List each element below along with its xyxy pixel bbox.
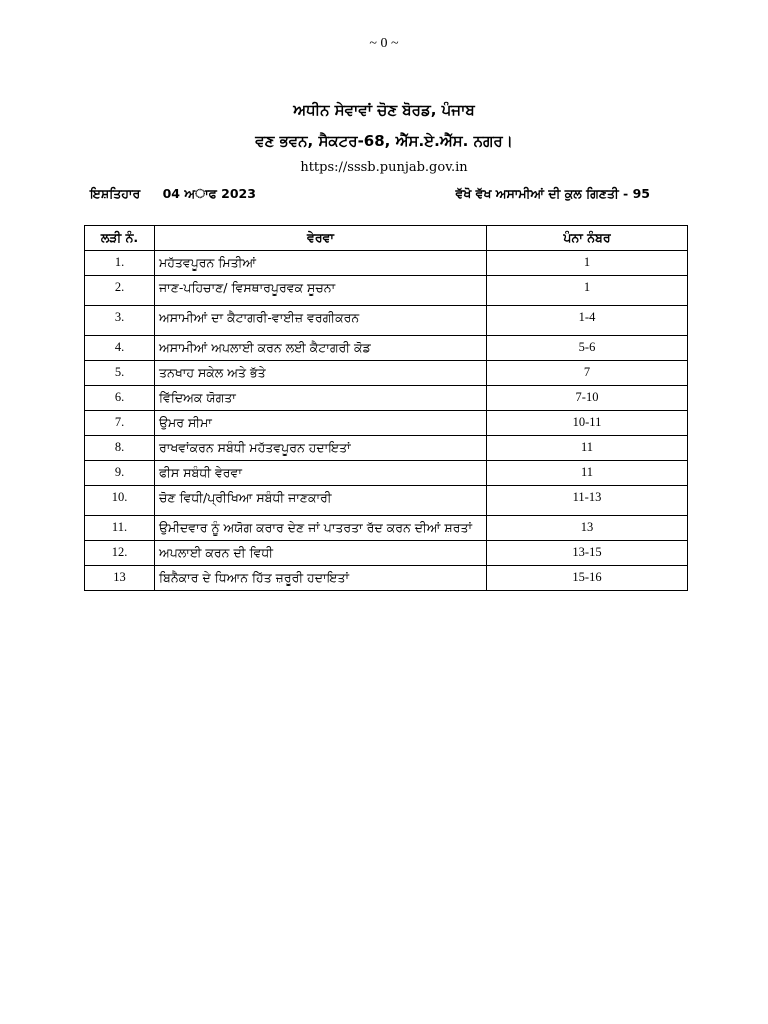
row-description: ਬਿਨੈਕਾਰ ਦੇ ਧਿਆਨ ਹਿੱਤ ਜ਼ਰੂਰੀ ਹਦਾਇਤਾਂ <box>155 566 487 591</box>
header-page: ਪੰਨਾ ਨੰਬਰ <box>487 226 688 251</box>
table-row <box>85 436 688 461</box>
row-page: 11 <box>487 436 688 461</box>
row-serial: 2. <box>85 276 155 306</box>
row-page: 15-16 <box>487 566 688 591</box>
website-url[interactable]: https://sssb.punjab.gov.in <box>300 160 468 175</box>
header-description: ਵੇਰਵਾ <box>155 226 487 251</box>
row-page: 5-6 <box>487 336 688 361</box>
table-row <box>85 516 688 541</box>
row-description: ਚੋਣ ਵਿਧੀ/ਪ੍ਰੀਖਿਆ ਸਬੰਧੀ ਜਾਣਕਾਰੀ <box>155 486 487 516</box>
table-row <box>85 276 688 306</box>
table-header-row <box>85 226 688 251</box>
table-row <box>85 336 688 361</box>
advertisement-line <box>90 186 256 202</box>
page-number: ~ 0 ~ <box>369 36 399 51</box>
row-page: 11 <box>487 461 688 486</box>
row-serial: 3. <box>85 306 155 336</box>
row-page: 10-11 <box>487 411 688 436</box>
row-description: ਅਪਲਾਈ ਕਰਨ ਦੀ ਵਿਧੀ <box>155 541 487 566</box>
table-row <box>85 411 688 436</box>
row-description: ਉਮਰ ਸੀਮਾ <box>155 411 487 436</box>
row-serial: 1. <box>85 251 155 276</box>
row-page: 7 <box>487 361 688 386</box>
advertisement-date: 04 ਅਾਫ 2023 <box>162 186 256 201</box>
row-serial: 10. <box>85 486 155 516</box>
header-serial: ਲੜੀ ਨੰ. <box>85 226 155 251</box>
row-page: 1-4 <box>487 306 688 336</box>
table-row <box>85 486 688 516</box>
row-serial: 6. <box>85 386 155 411</box>
table-row <box>85 361 688 386</box>
row-description: ਅਸਾਮੀਆਂ ਅਪਲਾਈ ਕਰਨ ਲਈ ਕੈਟਾਗਰੀ ਕੋਡ <box>155 336 487 361</box>
table-row <box>85 566 688 591</box>
row-serial: 5. <box>85 361 155 386</box>
row-serial: 8. <box>85 436 155 461</box>
row-description: ਜਾਣ-ਪਹਿਚਾਣ/ ਵਿਸਥਾਰਪੂਰਵਕ ਸੂਚਨਾ <box>155 276 487 306</box>
row-page: 13 <box>487 516 688 541</box>
row-serial: 13 <box>85 566 155 591</box>
table-row <box>85 306 688 336</box>
total-posts: ਵੱਖੋ ਵੱਖ ਅਸਾਮੀਆਂ ਦੀ ਕੁਲ ਗਿਣਤੀ - 95 <box>455 186 650 201</box>
advertisement-label: ਇਸ਼ਤਿਹਾਰ <box>90 186 141 201</box>
row-serial: 7. <box>85 411 155 436</box>
table-row <box>85 541 688 566</box>
row-serial: 11. <box>85 516 155 541</box>
table-row <box>85 251 688 276</box>
row-page: 1 <box>487 276 688 306</box>
row-page: 7-10 <box>487 386 688 411</box>
row-description: ਤਨਖਾਹ ਸਕੇਲ ਅਤੇ ਭੱਤੇ <box>155 361 487 386</box>
row-serial: 12. <box>85 541 155 566</box>
table-row <box>85 386 688 411</box>
board-address: ਵਣ ਭਵਨ, ਸੈਕਟਰ-68, ਐੱਸ.ਏ.ਐੱਸ. ਨਗਰ। <box>255 132 513 150</box>
row-page: 1 <box>487 251 688 276</box>
table-row <box>85 461 688 486</box>
row-description: ਅਸਾਮੀਆਂ ਦਾ ਕੈਟਾਗਰੀ-ਵਾਈਜ਼ ਵਰਗੀਕਰਨ <box>155 306 487 336</box>
row-serial: 4. <box>85 336 155 361</box>
row-description: ਮਹੱਤਵਪੂਰਨ ਮਿਤੀਆਂ <box>155 251 487 276</box>
row-page: 13-15 <box>487 541 688 566</box>
row-description: ਉਮੀਦਵਾਰ ਨੂੰ ਅਯੋਗ ਕਰਾਰ ਦੇਣ ਜਾਂ ਪਾਤਰਤਾ ਰੱਦ ਕਰਨ ਦੀਆਂ ਸ਼ਰਤਾਂ <box>155 516 487 541</box>
row-page: 11-13 <box>487 486 688 516</box>
board-name: ਅਧੀਨ ਸੇਵਾਵਾਂ ਚੋਣ ਬੋਰਡ, ਪੰਜਾਬ <box>293 101 475 119</box>
contents-table <box>84 225 688 591</box>
row-description: ਫੀਸ ਸਬੰਧੀ ਵੇਰਵਾ <box>155 461 487 486</box>
row-description: ਵਿੱਦਿਅਕ ਯੋਗਤਾ <box>155 386 487 411</box>
row-serial: 9. <box>85 461 155 486</box>
row-description: ਰਾਖਵਾਂਕਰਨ ਸਬੰਧੀ ਮਹੱਤਵਪੂਰਨ ਹਦਾਇਤਾਂ <box>155 436 487 461</box>
